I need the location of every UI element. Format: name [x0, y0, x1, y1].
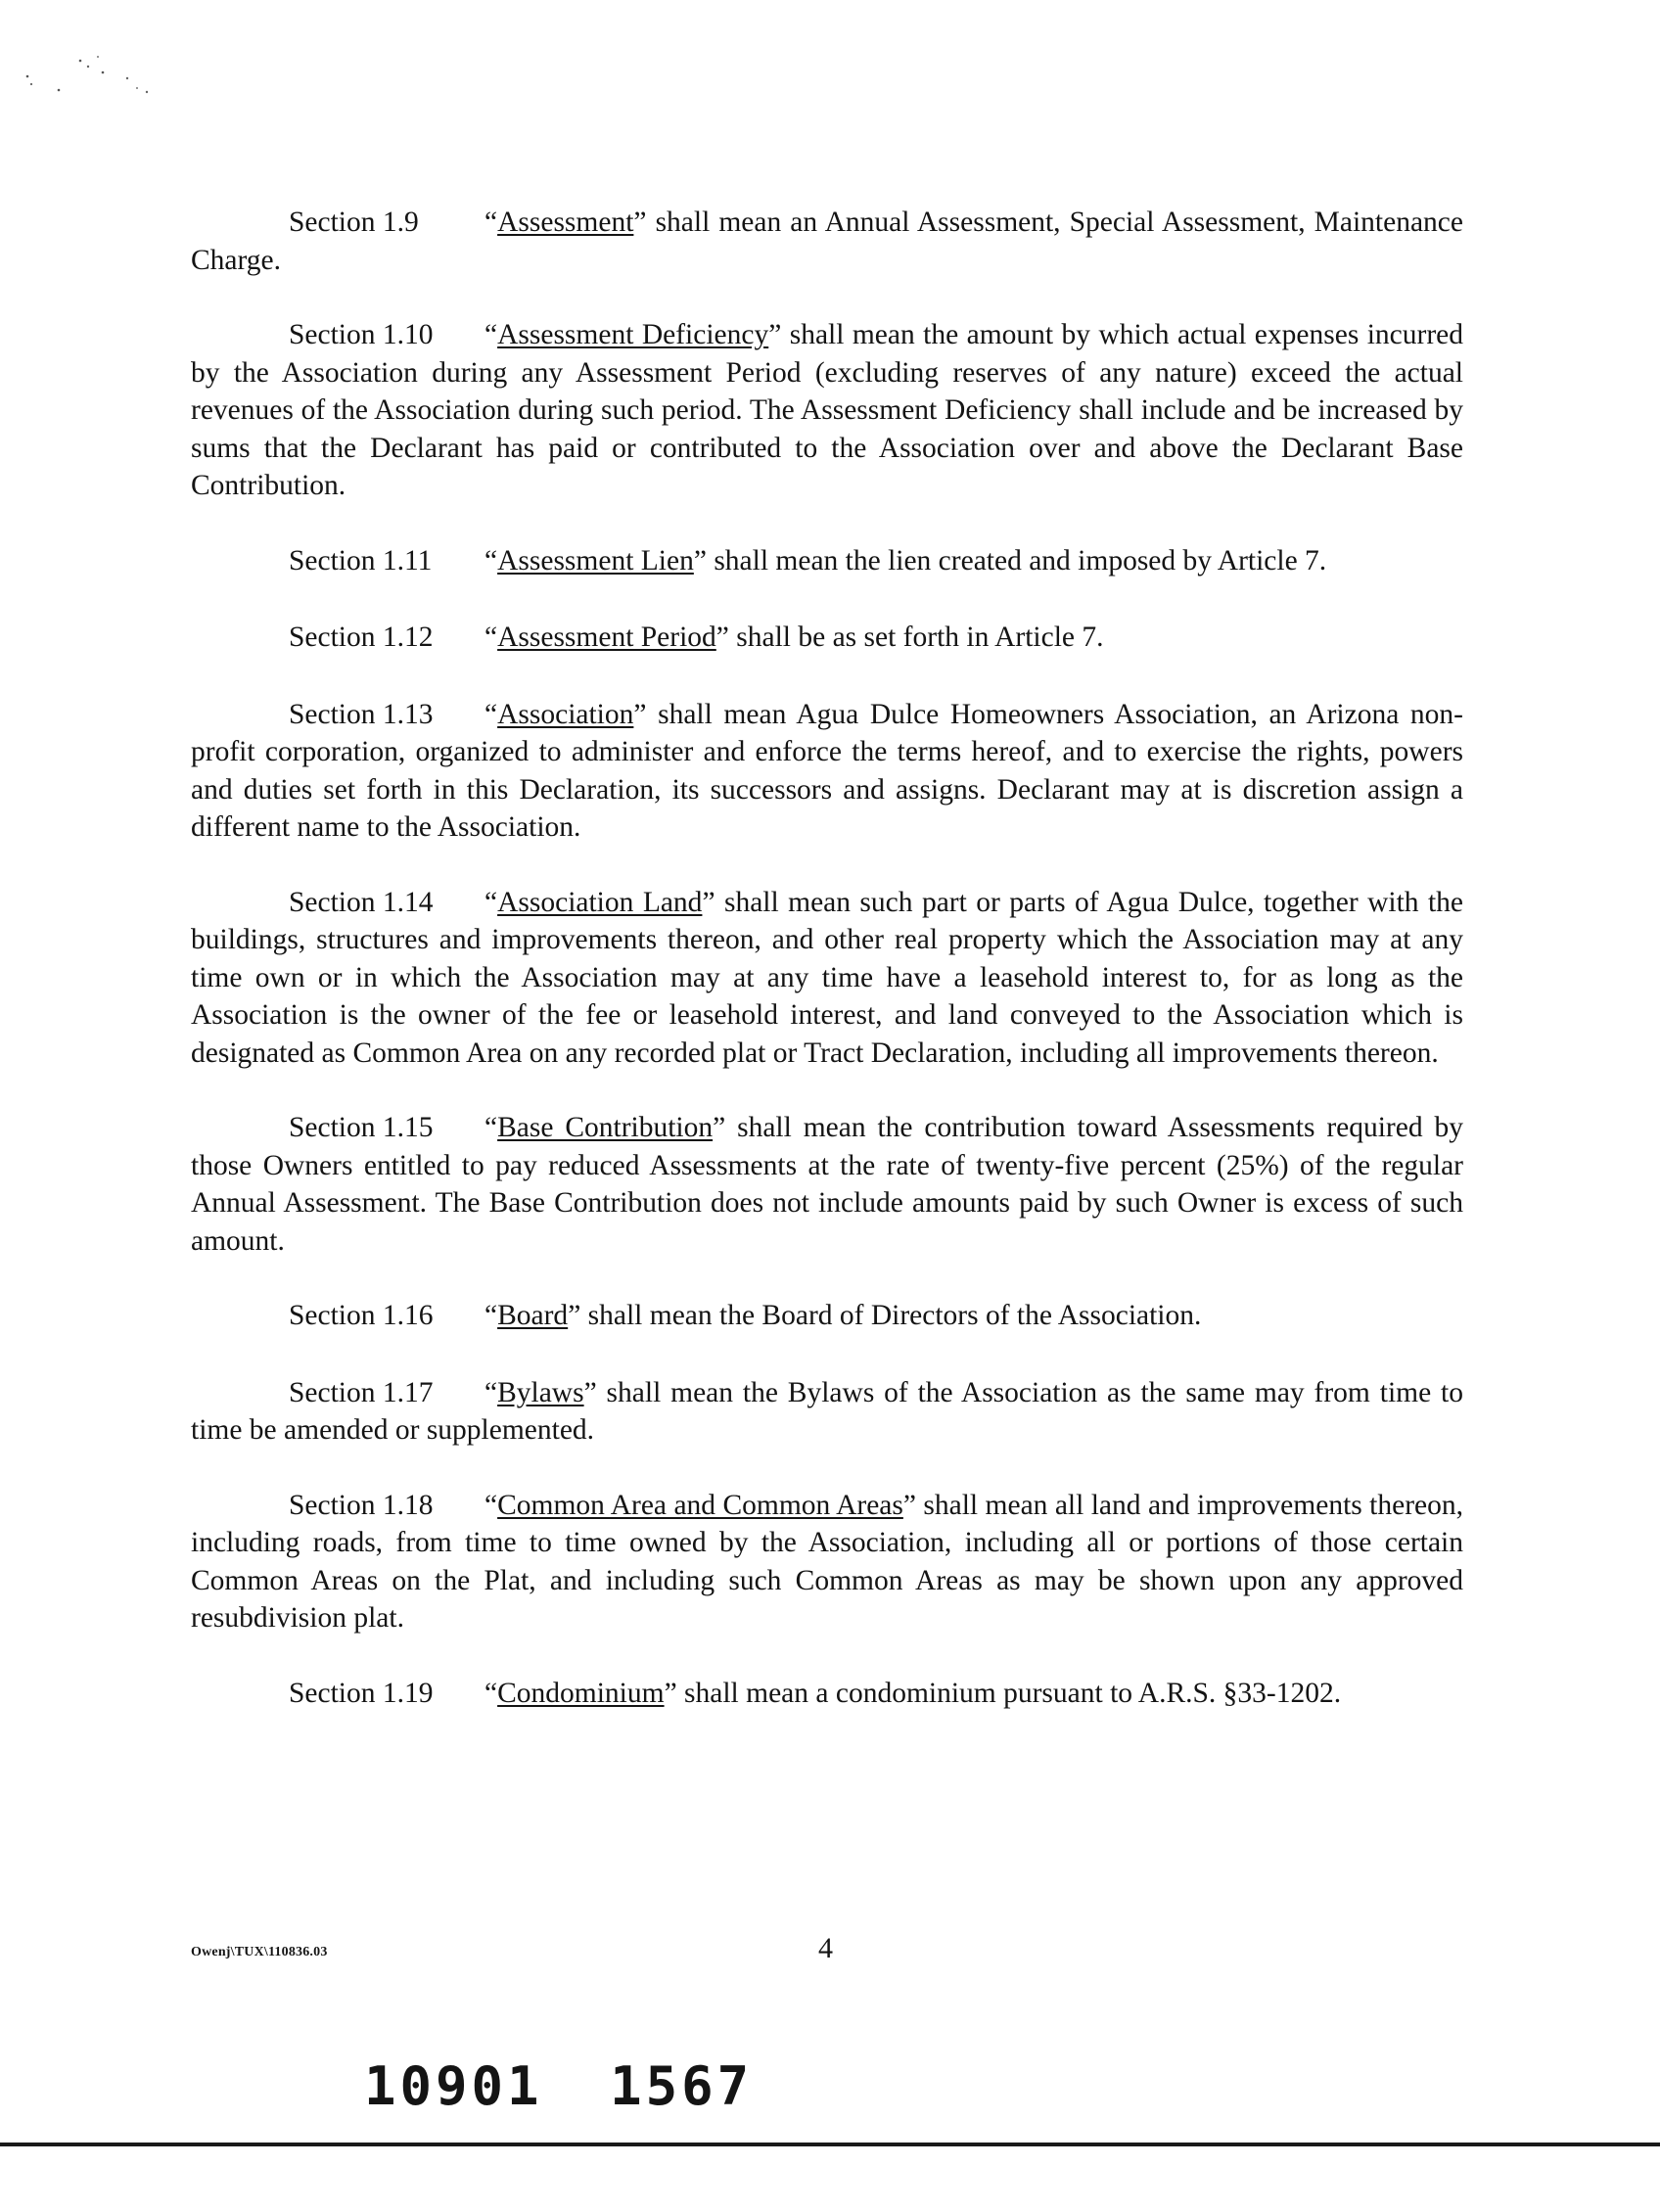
- defined-term: Association Land: [497, 886, 703, 918]
- defined-term: Assessment Period: [497, 622, 716, 653]
- section-1-17: Section 1.17 “Bylaws” shall mean the Bylaws of the Association as the same may from time to time be amended or supplemented.: [191, 1374, 1463, 1450]
- defined-term: Assessment Lien: [497, 544, 694, 576]
- defined-term: Assessment Deficiency: [497, 319, 769, 350]
- footer-file-reference: Owenj\TUX\110836.03: [191, 1945, 328, 1959]
- definition-text: shall mean the lien created and imposed by Article 7.: [706, 544, 1327, 576]
- scan-artifact-dots: [20, 49, 215, 137]
- section-number: Section 1.16: [289, 1300, 434, 1331]
- section-number: Section 1.18: [289, 1489, 434, 1521]
- definition-text: shall mean the contribution toward Assessments required by those Owners entitled to pay reduced Assessments at the rate of twenty-five percent (25%) of the regular Annual Assessment. The Base Contribution does not include amounts paid by such Owner is excess of such amount.: [191, 1112, 1463, 1257]
- section-1-14: Section 1.14 “Association Land” shall mean such part or parts of Agua Dulce, together with the buildings, structures and improvements thereon, and other real property which the Association may at any time own or in which the Association may at any time have a leasehold interest to, for as long as the Association is the owner of the fee or leasehold interest, and land conveyed to the Association which is designated as Common Area on any recorded plat or Tract Declaration, including all improvements thereon.: [191, 884, 1463, 1073]
- section-number: Section 1.12: [289, 622, 434, 653]
- definition-text: shall mean an Annual Assessment, Special Assessment, Maintenance Charge.: [191, 207, 1463, 276]
- section-1-19: Section 1.19 “Condominium” shall mean a condominium pursuant to A.R.S. §33-1202.: [191, 1675, 1463, 1713]
- section-1-18: Section 1.18 “Common Area and Common Areas” shall mean all land and improvements thereon, including roads, from time to time owned by the Association, including all or portions of those certain Common Areas on the Plat, and including such Common Areas as may be shown upon any approved resubdivision plat.: [191, 1487, 1463, 1637]
- defined-term: Base Contribution: [497, 1112, 714, 1143]
- section-number: Section 1.9: [289, 207, 419, 238]
- page-number: 4: [818, 1932, 833, 1964]
- section-1-11: Section 1.11 “Assessment Lien” shall mean the lien created and imposed by Article 7.: [191, 542, 1463, 580]
- section-1-15: Section 1.15 “Base Contribution” shall mean the contribution toward Assessments required by those Owners entitled to pay reduced Assessments at the rate of twenty-five percent (25%) of the regular Annual Assessment. The Base Contribution does not include amounts paid by such Owner is excess of such amount.: [191, 1109, 1463, 1260]
- section-number: Section 1.10: [289, 319, 434, 350]
- section-number: Section 1.14: [289, 886, 434, 918]
- defined-term: Bylaws: [497, 1376, 584, 1408]
- definition-text: shall mean the Bylaws of the Association as the same may from time to time be amended or supplemented.: [191, 1376, 1463, 1446]
- section-1-10: Section 1.10 “Assessment Deficiency” shall mean the amount by which actual expenses incurred by the Association during any Assessment Period (excluding reserves of any nature) exceed the actual revenues of the Association during such period. The Assessment Deficiency shall include and be increased by sums that the Declarant has paid or contributed to the Association over and above the Declarant Base Contribution.: [191, 316, 1463, 505]
- section-1-16: Section 1.16 “Board” shall mean the Board of Directors of the Association.: [191, 1297, 1463, 1335]
- definition-text: shall mean such part or parts of Agua Dulce, together with the buildings, structures and improvements thereon, and other real property which the Association may at any time own or in which the Association may at any time have a leasehold interest to, for as long as the Association is the owner of the fee or leasehold interest, and land conveyed to the Association which is designated as Common Area on any recorded plat or Tract Declaration, including all improvements thereon.: [191, 886, 1463, 1069]
- defined-term: Common Area and Common Areas: [497, 1489, 903, 1521]
- definitions-body: [191, 204, 1463, 1749]
- definition-text: shall mean all land and improvements thereon, including roads, from time to time owned by the Association, including all or portions of those certain Common Areas on the Plat, and including such Common Areas as may be shown upon any approved resubdivision plat.: [191, 1489, 1463, 1634]
- section-1-12: Section 1.12 “Assessment Period” shall be as set forth in Article 7.: [191, 619, 1463, 657]
- section-number: Section 1.17: [289, 1376, 434, 1408]
- section-1-13: Section 1.13 “Association” shall mean Agua Dulce Homeowners Association, an Arizona non-profit corporation, organized to administer and enforce the terms hereof, and to exercise the rights, powers and duties set forth in this Declaration, its successors and assigns. Declarant may at is discretion assign a different name to the Association.: [191, 696, 1463, 847]
- section-number: Section 1.15: [289, 1112, 434, 1143]
- section-number: Section 1.13: [289, 698, 434, 730]
- definition-text: shall mean a condominium pursuant to A.R.S. §33-1202.: [676, 1677, 1342, 1709]
- section-number: Section 1.19: [289, 1677, 434, 1709]
- section-1-9: Section 1.9 “Assessment” shall mean an Annual Assessment, Special Assessment, Maintenance Charge.: [191, 204, 1463, 279]
- definition-text: shall mean the amount by which actual expenses incurred by the Association during any Assessment Period (excluding reserves of any nature) exceed the actual revenues of the Association during such period. The Assessment Deficiency shall include and be increased by sums that the Declarant has paid or contributed to the Association over and above the Declarant Base Contribution.: [191, 319, 1463, 501]
- defined-term: Assessment: [497, 207, 634, 238]
- recording-stamp-number: 10901 1567: [364, 2055, 754, 2117]
- defined-term: Board: [497, 1300, 569, 1331]
- page-bottom-rule: [0, 2143, 1660, 2146]
- section-number: Section 1.11: [289, 544, 433, 576]
- defined-term: Association: [497, 698, 634, 730]
- definition-text: shall mean Agua Dulce Homeowners Association, an Arizona non-profit corporation, organized to administer and enforce the terms hereof, and to exercise the rights, powers and duties set forth in this Declaration, its successors and assigns. Declarant may at is discretion assign a different name to the Association.: [191, 698, 1463, 843]
- definition-text: shall be as set forth in Article 7.: [728, 622, 1104, 653]
- definition-text: shall mean the Board of Directors of the Association.: [580, 1300, 1202, 1331]
- defined-term: Condominium: [497, 1677, 665, 1709]
